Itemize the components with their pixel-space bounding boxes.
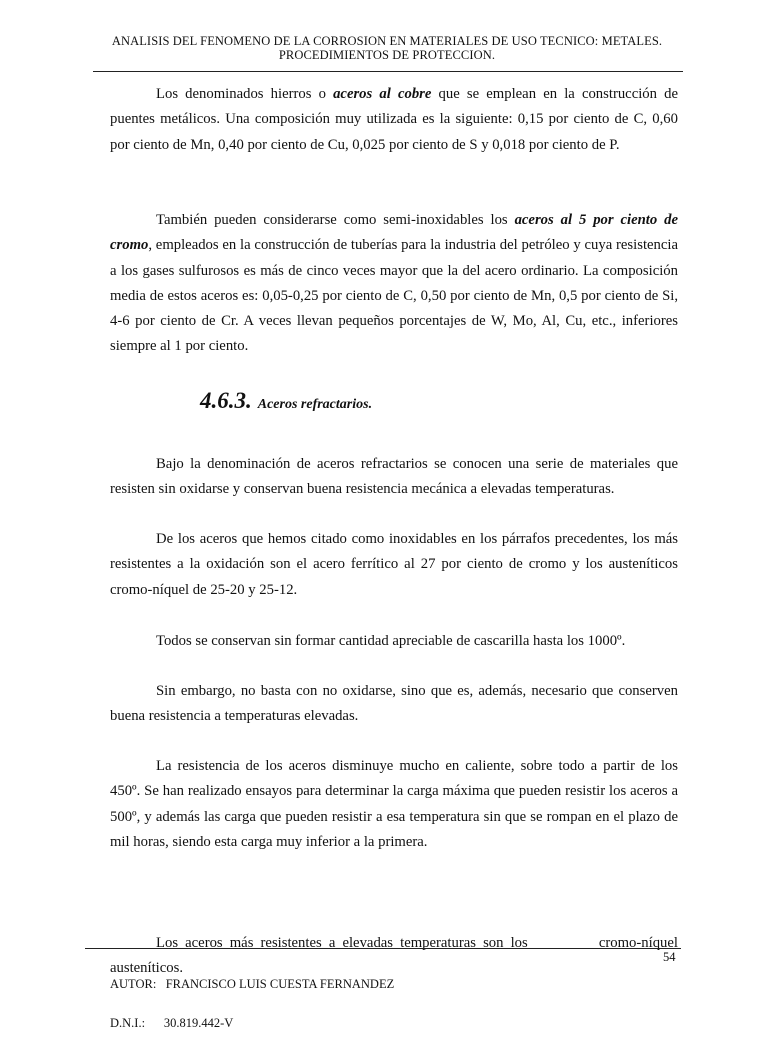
paragraph-aceros-5-cromo (110, 208, 678, 360)
running-header (92, 34, 682, 62)
paragraph-text: Los denominados hierros o (156, 86, 334, 102)
emphasis-term: aceros al cobre (333, 86, 432, 102)
paragraph-ensayos-carga (110, 754, 678, 855)
paragraph-mas-resistentes-oxidacion (110, 527, 678, 603)
section-number: 4.6.3. (200, 388, 252, 413)
dni-label: D.N.I.: (110, 1016, 146, 1030)
footer-author-row (110, 978, 394, 991)
paragraph-text: También pueden considerarse como semi-inoxidables los (156, 212, 515, 228)
paragraph-definicion-refractarios (110, 452, 678, 503)
page-number: 54 (663, 950, 676, 964)
paragraph-text: que se emplean en la construcción de puentes metálicos. Una composición muy utilizada es la siguiente: 0,15 por ciento de C, 0,60 por ciento de Mn, 0,40 por ciento de Cu, 0,025 por ciento de S y 0,018 por ciento de P. (110, 86, 679, 153)
paragraph-text: La resistencia de los aceros disminuye mucho en caliente, sobre todo a partir de los 450º. Se han realizado ensayos para determinar la carga máxima que pueden resistir los aceros a 500º, y además las carga que pueden resistir a esa temperatura sin que se rompan en el plazo de mil horas, siendo esta carga muy inferior a la primera. (110, 758, 678, 850)
author-name: FRANCISCO LUIS CUESTA FERNANDEZ (165, 977, 395, 991)
emphasis-term: aceros al 5 por ciento de cromo (110, 212, 679, 254)
paragraph-resistencia-temperaturas (110, 679, 678, 730)
paragraph-text: Todos se conservan sin formar cantidad apreciable de cascarilla hasta los 1000º. (156, 633, 626, 649)
paragraph-aceros-al-cobre (110, 82, 678, 158)
section-heading (200, 388, 372, 414)
paragraph-cascarilla (110, 629, 678, 654)
paragraph-text: Los aceros más resistentes a elevadas temperaturas son los cromo-níquel austeníticos. (110, 934, 682, 976)
paragraph-text: , empleados en la construcción de tuberías para la industria del petróleo y cuya resistencia a los gases sulfurosos es más de cinco veces mayor que la del acero ordinario. La composición media de estos aceros es: 0,05-0,25 por ciento de C, 0,50 por ciento de Mn, 0,5 por ciento de Si, 4-6 por ciento de Cr. A veces llevan pequeños porcentajes de W, Mo, Al, Cu, etc., inferiores siempre al 1 por ciento. (110, 237, 678, 355)
paragraph-text: Bajo la denominación de aceros refractarios se conocen una serie de materiales que resisten sin oxidarse y conservan buena resistencia mecánica a elevadas temperaturas. (110, 456, 678, 498)
paragraph-text: Sin embargo, no basta con no oxidarse, sino que es, además, necesario que conserven buena resistencia a temperaturas elevadas. (110, 683, 678, 725)
section-title: Aceros refractarios. (257, 397, 373, 412)
footer-divider (85, 948, 681, 949)
dni-value: 30.819.442-V (163, 1016, 234, 1030)
header-line-1: ANALISIS DEL FENOMENO DE LA CORROSION EN MATERIALES DE USO TECNICO: METALES. (111, 34, 663, 48)
header-divider (93, 71, 683, 72)
footer (110, 952, 394, 1043)
paragraph-text: De los aceros que hemos citado como inoxidables en los párrafos precedentes, los más resistentes a la oxidación son el acero ferrítico al 27 por ciento de cromo y los austeníticos cromo-níquel de 25-20 y 25-12. (110, 531, 678, 598)
author-label: AUTOR: (110, 977, 157, 991)
header-line-2: PROCEDIMIENTOS DE PROTECCION. (278, 48, 496, 62)
